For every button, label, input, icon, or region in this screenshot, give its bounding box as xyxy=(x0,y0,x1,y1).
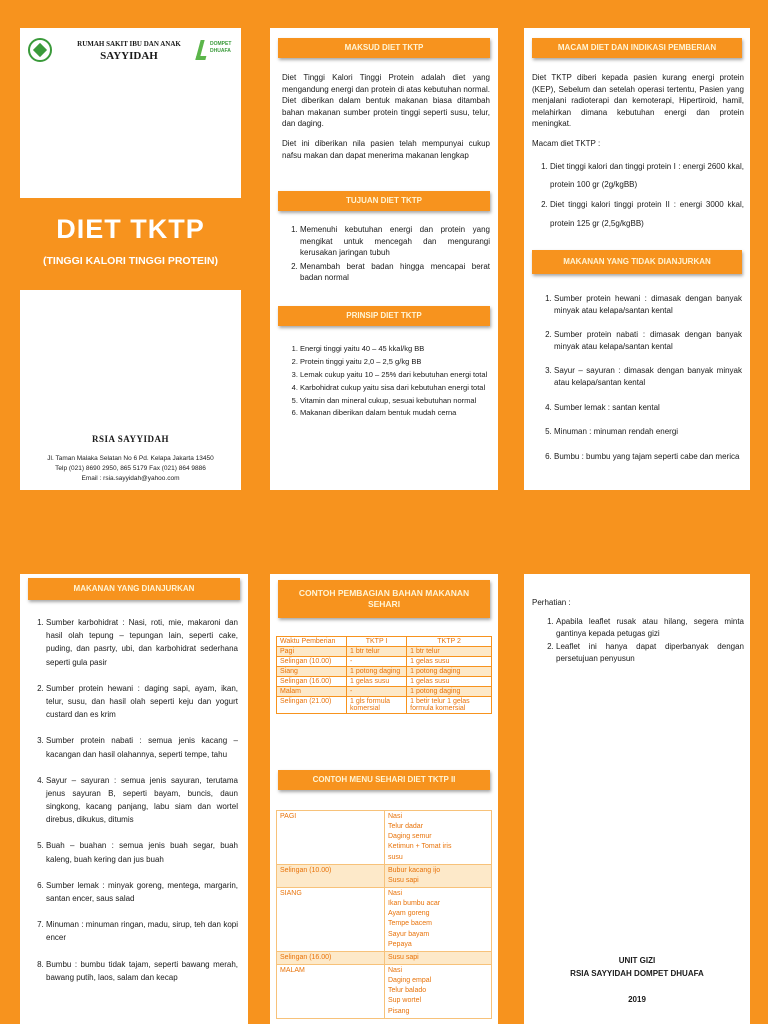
menu-item: Susu sapi xyxy=(388,953,419,961)
macam-text xyxy=(532,72,744,235)
table-cell: Selingan (21.00) xyxy=(277,697,347,714)
prinsip-item: 4. Karbohidrat cukup yaitu sisa dari kebutuhan energi total xyxy=(300,383,490,394)
perhatian-list xyxy=(532,616,744,666)
menu-time: SIANG xyxy=(277,887,385,951)
tujuan-item: 1. Memenuhi kebutuhan energi dan protein yang mengikat untuk mencegah dan mengurangi kerusakan jaringan tubuh xyxy=(300,224,490,259)
table-row xyxy=(277,667,492,677)
table-cell: 1 gelas susu xyxy=(407,657,492,667)
table-row xyxy=(277,964,492,1018)
menu-table xyxy=(276,810,492,1019)
table-cell: 1 potong daging xyxy=(407,667,492,677)
menu-item: Pisang xyxy=(388,1007,410,1015)
tidak-dianjurkan-item: 5. Minuman : minuman rendah energi xyxy=(554,426,742,438)
table-row xyxy=(277,697,492,714)
prinsip-item: 6. Makanan diberikan dalam bentuk mudah cerna xyxy=(300,408,490,419)
dianjurkan-item: 7. Minuman : minuman ringan, madu, sirup, teh dan kopi encer xyxy=(46,918,238,944)
maksud-text xyxy=(282,72,490,169)
table-cell: - xyxy=(347,687,407,697)
menu-table-wrap xyxy=(276,810,492,1019)
table-cell: Malam xyxy=(277,687,347,697)
tidak-dianjurkan-item: 1. Sumber protein hewani : dimasak dengan banyak minyak atau kelapa/santan kental xyxy=(554,293,742,316)
macam-heading: MACAM DIET DAN INDIKASI PEMBERIAN xyxy=(532,38,742,58)
table-row xyxy=(277,951,492,964)
menu-item: Tempe bacem xyxy=(388,920,432,928)
table-cell: Selingan (16.00) xyxy=(277,677,347,687)
menu-item: Sup wortel xyxy=(388,997,422,1005)
tujuan-list xyxy=(282,224,490,286)
dianjurkan-item: 8. Bumbu : bumbu tidak tajam, seperti bawang merah, bawang putih, laos, salam dan kecap xyxy=(46,958,238,984)
menu-items xyxy=(385,811,492,865)
prinsip-list xyxy=(282,344,490,421)
menu-item: Ketimun + Tomat iris xyxy=(388,843,452,851)
column-header: TKTP I xyxy=(347,637,407,647)
perhatian-item: 1. Apabila leaflet rusak atau hilang, segera minta gantinya kepada petugas gizi xyxy=(556,616,744,639)
table-cell: 1 betir telur 1 gelas formula komersial xyxy=(407,697,492,714)
pembagian-table xyxy=(276,636,492,714)
partner-logo-top: DOMPET xyxy=(210,41,232,47)
partner-logo xyxy=(198,38,236,68)
perhatian-item: 2. Leaflet ini hanya dapat diperbanyak dengan persetujuan penyusun xyxy=(556,641,744,664)
menu-item: Nasi xyxy=(388,813,403,820)
table-cell: Pagi xyxy=(277,647,347,657)
footer-org: RSIA SAYYIDAH DOMPET DHUAFA xyxy=(570,969,704,978)
macam-panel xyxy=(524,28,750,490)
dianjurkan-panel xyxy=(20,574,248,1024)
menu-item: Susu sapi xyxy=(388,876,419,884)
hospital-logo-icon xyxy=(28,38,52,62)
prinsip-heading: PRINSIP DIET TKTP xyxy=(278,306,490,326)
menu-item: susu xyxy=(388,853,403,861)
table-cell: 1 potong daging xyxy=(347,667,407,677)
menu-time: Selingan (16.00) xyxy=(277,951,385,964)
macam-paragraph-2: Macam diet TKTP : xyxy=(532,138,601,148)
table-row xyxy=(277,647,492,657)
prinsip-item: 3. Lemak cukup yaitu 10 – 25% dari kebutuhan energi total xyxy=(300,370,490,381)
menu-item: Ayam goreng xyxy=(388,910,430,918)
menu-item: Ikan bumbu acar xyxy=(388,900,441,908)
menu-item: Daging semur xyxy=(388,833,432,841)
cover-title-band xyxy=(20,198,241,290)
column-header: TKTP 2 xyxy=(407,637,492,647)
dianjurkan-item: 5. Buah – buahan : semua jenis buah segar, buah kaleng, buah kering dan jus buah xyxy=(46,839,238,865)
cover-phone: Telp (021) 8690 2950, 865 5179 Fax (021) 864 9886 xyxy=(55,465,206,472)
table-row xyxy=(277,864,492,887)
menu-item: Pepaya xyxy=(388,940,412,948)
cover-top-panel xyxy=(20,28,241,198)
macam-item: 2. Diet tinggi kalori tinggi protein II : energi 3000 kkal, protein 125 gr (2,5g/kgBB) xyxy=(550,196,744,233)
tidak-dianjurkan-item: 4. Sumber lemak : santan kental xyxy=(554,402,742,414)
table-cell: 1 potong daging xyxy=(407,687,492,697)
prinsip-item: 5. Vitamin dan mineral cukup, sesuai kebutuhan normal xyxy=(300,396,490,407)
menu-item: Sayur bayam xyxy=(388,930,430,938)
tujuan-heading: TUJUAN DIET TKTP xyxy=(278,191,490,211)
table-cell: 1 gls formula komersial xyxy=(347,697,407,714)
maksud-heading: MAKSUD DIET TKTP xyxy=(278,38,490,58)
menu-item: Daging empal xyxy=(388,977,432,985)
footer-year: 2019 xyxy=(628,995,646,1004)
table-row xyxy=(277,677,492,687)
hospital-line: RUMAH SAKIT IBU DAN ANAK xyxy=(77,40,181,48)
column-header: Waktu Pemberian xyxy=(277,637,347,647)
menu-item: Bubur kacang ijo xyxy=(388,866,441,874)
cover-footer-name: RSIA SAYYIDAH xyxy=(92,434,169,444)
dianjurkan-item: 4. Sayur – sayuran : semua jenis sayuran, terutama jenus sayuran B, seperti bayam, buncis, daun singkong, kacang panjang, labu siam dan wortel direbus, dikukus, ditumis xyxy=(46,774,238,827)
menu-heading: CONTOH MENU SEHARI DIET TKTP II xyxy=(278,770,490,790)
menu-item: Nasi xyxy=(388,966,403,974)
table-cell: 1 btr telur xyxy=(407,647,492,657)
table-row xyxy=(277,687,492,697)
prinsip-item: 1. Energi tinggi yaitu 40 – 45 kkal/kg BB xyxy=(300,344,490,355)
prinsip-item: 2. Protein tinggi yaitu 2,0 – 2,5 g/kg BB xyxy=(300,357,490,368)
menu-time: MALAM xyxy=(277,964,385,1018)
perhatian-heading: Perhatian : xyxy=(532,598,571,607)
maksud-paragraph-1: Diet Tinggi Kalori Tinggi Protein adalah diet yang mengandung energi dan protein di atas kebutuhan normal. Diet diberikan dalam bentuk makanan biasa ditambah bahan makanan sumber protein tinggi seperti susu, telur, dan daging. xyxy=(282,73,490,129)
cover-title: DIET TKTP xyxy=(56,214,205,244)
tidak-dianjurkan-item: 3. Sayur – sayuran : dimasak dengan banyak minyak atau kelapa/santan kental xyxy=(554,365,742,388)
macam-paragraph-1: Diet TKTP diberi kepada pasien kurang energi protein (KEP), Sebelum dan setelah operasi tertentu, Pasien yang menjalani radioterapi dan kemoterapi, Hipertiroid, hamil, melahirkan dimana kebutuhan energi dan protein meningkat. xyxy=(532,73,744,129)
dianjurkan-heading: MAKANAN YANG DIANJURKAN xyxy=(28,578,240,600)
pembagian-heading: CONTOH PEMBAGIAN BAHAN MAKANAN SEHARI xyxy=(278,580,490,618)
tidak-dianjurkan-item: 2. Sumber protein nabati : dimasak dengan banyak minyak atau kelapa/santan kental xyxy=(554,329,742,352)
footer-unit: UNIT GIZI xyxy=(618,956,656,965)
dianjurkan-item: 2. Sumber protein hewani : daging sapi, ayam, ikan, telur, susu, dan hasil olah seperti keju dan yogurt custard dan es krim xyxy=(46,682,238,722)
table-row xyxy=(277,657,492,667)
cover-address: Jl. Taman Malaka Selatan No 6 Pd. Kelapa Jakarta 13450 xyxy=(47,455,214,462)
table-cell: 1 gelas susu xyxy=(347,677,407,687)
table-cell: Selingan (10.00) xyxy=(277,657,347,667)
menu-items xyxy=(385,951,492,964)
dianjurkan-item: 6. Sumber lemak : minyak goreng, mentega, margarin, santan encer, saus salad xyxy=(46,879,238,905)
table-row xyxy=(277,811,492,865)
menu-items xyxy=(385,887,492,951)
table-cell: 1 gelas susu xyxy=(407,677,492,687)
tujuan-item: 2. Menambah berat badan hingga mencapai berat badan normal xyxy=(300,261,490,284)
macam-item: 1. Diet tinggi kalori dan tinggi protein I : energi 2600 kkal, protein 100 gr (2g/kgBB) xyxy=(550,158,744,195)
tidak-dianjurkan-heading: MAKANAN YANG TIDAK DIANJURKAN xyxy=(532,250,742,274)
dianjurkan-list xyxy=(28,616,238,997)
table-cell: Siang xyxy=(277,667,347,677)
partner-logo-bottom: DHUAFA xyxy=(210,48,231,54)
partner-leaf-icon xyxy=(195,40,210,60)
menu-item: Telur balado xyxy=(388,987,427,995)
menu-item: Telur dadar xyxy=(388,823,424,831)
menu-item: Nasi xyxy=(388,889,403,897)
cover-subtitle: (TINGGI KALORI TINGGI PROTEIN) xyxy=(43,255,218,267)
dianjurkan-item: 3. Sumber protein nabati : semua jenis kacang – kacangan dan hasil olahannya, seperti tempe, tahu xyxy=(46,734,238,760)
table-cell: 1 btr telur xyxy=(347,647,407,657)
maksud-panel xyxy=(270,28,498,490)
tidak-dianjurkan-item: 6. Bumbu : bumbu yang tajam seperti cabe dan merica xyxy=(554,451,742,463)
menu-time: PAGI xyxy=(277,811,385,865)
dianjurkan-item: 1. Sumber karbohidrat : Nasi, roti, mie, makaroni dan hasil olah tepung – tepungan lain, seperti cake, puding, dan pasrty, ubi, dan karbohidrat sederhana seperti gula pasir xyxy=(46,616,238,669)
table-row xyxy=(277,887,492,951)
menu-items xyxy=(385,964,492,1018)
hospital-name: SAYYIDAH xyxy=(100,50,158,62)
maksud-paragraph-2: Diet ini diberikan nila pasien telah mempunyai cukup nafsu makan dan dapat menerima makanan lengkap xyxy=(282,138,490,160)
tables-panel xyxy=(270,574,498,1024)
pembagian-table-wrap xyxy=(276,636,492,714)
cover-email: Email : rsia.sayyidah@yahoo.com xyxy=(81,475,180,482)
menu-items xyxy=(385,864,492,887)
perhatian-panel xyxy=(524,574,750,1024)
cover-bottom-panel xyxy=(20,290,241,490)
table-cell: - xyxy=(347,657,407,667)
tidak-dianjurkan-list xyxy=(536,293,742,475)
menu-time: Selingan (10.00) xyxy=(277,864,385,887)
